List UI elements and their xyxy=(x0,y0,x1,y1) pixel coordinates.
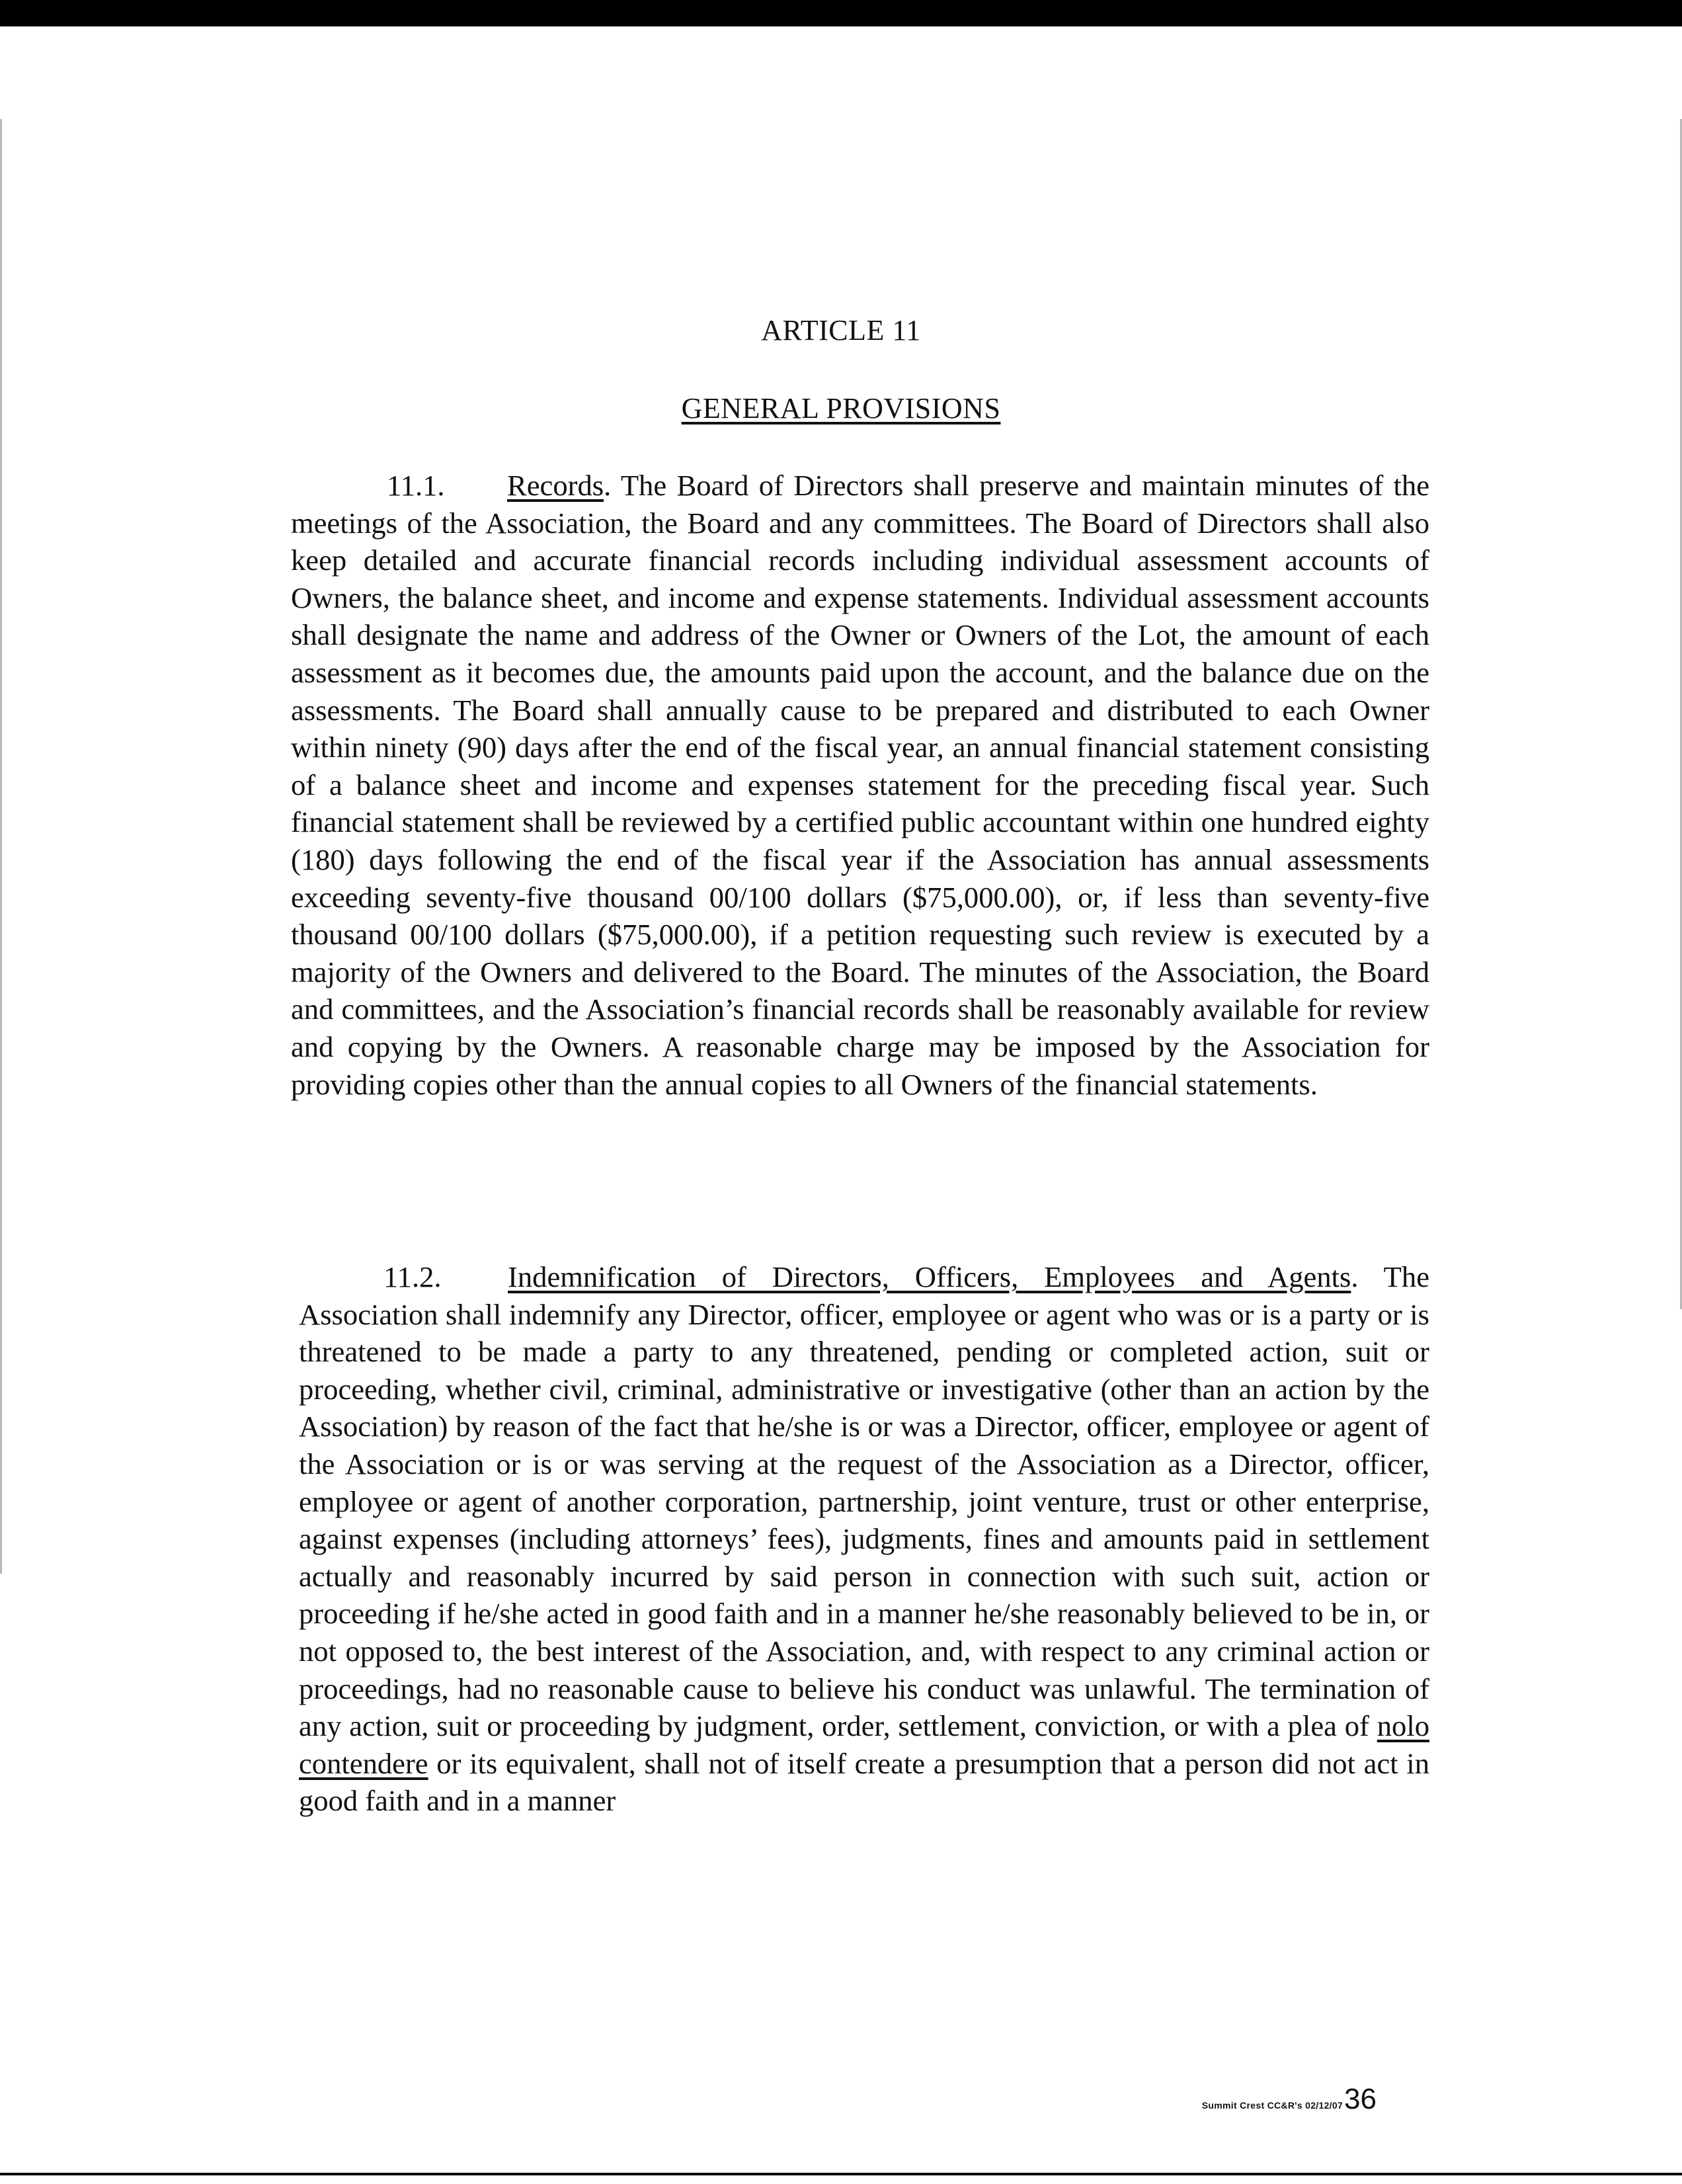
section-11-2-number: 11.2. xyxy=(383,1260,442,1293)
section-11-2-body-part-1: The Association shall indemnify any Director, officer, employee or agent who was or is a party or is threatened to be made a party to any threatened, pending or completed action, suit or proceeding, whether civil, criminal, administrative or investigative (other than an action by the Association) by reason of the fact that he/she is or was a Director, officer, employee or agent of the Association or is or was serving at the request of the Association as a Director, officer, employee or agent of another corporation, partnership, joint venture, trust or other enterprise, against expenses (including attorneys’ fees), judgments, fines and amounts paid in settlement actually and reasonably incurred by said person in connection with such suit, action or proceeding if he/she acted in good faith and in a manner he/she reasonably believed to be in, or not opposed to, the best interest of the Association, and, with respect to any criminal action or proceedings, had no reasonable cause to believe his conduct was unlawful. The termination of any action, suit or proceeding by judgment, order, settlement, conviction, or with a plea of xyxy=(299,1260,1429,1743)
section-11-2-heading-punct: . xyxy=(1351,1260,1359,1293)
section-11-1-number: 11.1. xyxy=(387,469,445,502)
article-heading xyxy=(0,389,1682,428)
scan-top-border xyxy=(0,0,1682,26)
footer-page-number: 36 xyxy=(1344,2083,1377,2115)
section-11-1-body: The Board of Directors shall preserve and maintain minutes of the meetings of the Association, the Board and any committees. The Board of Directors shall also keep detailed and accurate financial records including individual assessment accounts of Owners, the balance sheet, and income and expense statements. Individual assessment accounts shall designate the name and address of the Owner or Owners of the Lot, the amount of each assessment as it becomes due, the amounts paid upon the account, and the balance due on the assessments. The Board shall annually cause to be prepared and distributed to each Owner within ninety (90) days after the end of the fiscal year, an annual financial statement consisting of a balance sheet and income and expenses statement for the preceding fiscal year. Such financial statement shall be reviewed by a certified public accountant within one hundred eighty (180) days following the end of the fiscal year if the Association has annual assessments exceeding seventy-five thousand 00/100 dollars ($75,000.00), or, if less than seventy-five thousand 00/100 dollars ($75,000.00), if a petition requesting such review is executed by a majority of the Owners and delivered to the Board. The minutes of the Association, the Board and committees, and the Association’s financial records shall be reasonably available for review and copying by the Owners. A reasonable charge may be imposed by the Association for providing copies other than the annual copies to all Owners of the financial statements. xyxy=(291,469,1429,1101)
section-11-1-heading-punct: . xyxy=(604,469,612,502)
scan-bottom-rule xyxy=(0,2173,1682,2175)
article-heading-text: GENERAL PROVISIONS xyxy=(681,392,1001,425)
article-title: ARTICLE 11 xyxy=(761,314,921,346)
section-11-2-body-part-2: or its equivalent, shall not of itself create a presumption that a person did not act in good faith and in a manner xyxy=(299,1746,1429,1818)
section-11-2-paragraph xyxy=(299,1258,1429,1820)
section-11-1-paragraph xyxy=(291,467,1429,1103)
footer-document-reference: Summit Crest CC&R's 02/12/07 xyxy=(1201,2100,1343,2111)
section-11-2-latin-term: nolo contendere xyxy=(299,1709,1429,1780)
section-11-1-heading: Records xyxy=(507,469,604,502)
page-footer xyxy=(1202,2083,1377,2116)
section-11-2-heading: Indemnification of Directors, Officers, Employees and Agents xyxy=(508,1260,1351,1293)
